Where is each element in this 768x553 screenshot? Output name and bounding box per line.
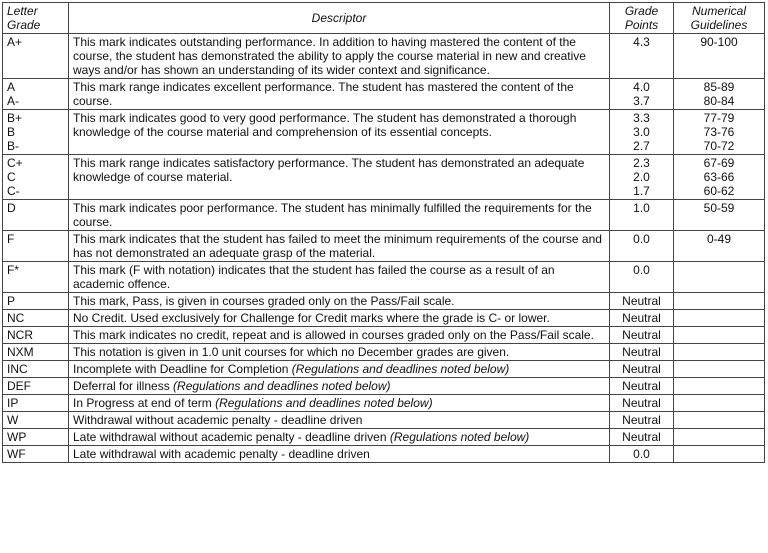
numerical-guidelines-cell <box>674 79 765 110</box>
grade-points-cell-value: 0.0 <box>633 263 650 277</box>
table-row <box>3 34 765 79</box>
grade-points-cell-value: Neutral <box>622 294 661 308</box>
letter-grade-cell <box>3 79 69 110</box>
letter-grade-cell-value: C+ <box>7 156 23 170</box>
grade-points-cell <box>610 262 674 293</box>
numerical-guidelines-cell-value: 70-72 <box>703 139 735 153</box>
numerical-guidelines-cell <box>674 200 765 231</box>
grade-points-cell-value: 3.3 <box>633 111 650 125</box>
letter-grade-cell <box>3 429 69 446</box>
table-row <box>3 200 765 231</box>
grade-points-cell-value: Neutral <box>622 379 661 393</box>
grade-points-cell-value: 2.7 <box>633 139 650 153</box>
header-descriptor: Descriptor <box>69 3 610 34</box>
table-body <box>3 34 765 463</box>
descriptor-text: This mark indicates outstanding performance. In addition to having mastered the content of the course, the student has demonstrated the ability to apply the course material in new and creative ways and/or has shown an understanding of its wider context and significance. <box>73 35 586 77</box>
numerical-guidelines-cell-value: 85-89 <box>703 80 735 94</box>
letter-grade-cell <box>3 412 69 429</box>
numerical-guidelines-cell <box>674 327 765 344</box>
numerical-guidelines-cell <box>674 34 765 79</box>
letter-grade-cell-value: P <box>7 294 16 308</box>
descriptor-cell <box>69 378 610 395</box>
numerical-guidelines-cell <box>674 429 765 446</box>
descriptor-cell <box>69 446 610 463</box>
descriptor-note: (Regulations and deadlines noted below) <box>291 362 510 376</box>
grade-points-cell-value: 4.0 <box>633 80 650 94</box>
letter-grade-cell <box>3 327 69 344</box>
descriptor-text: Late withdrawal without academic penalty - deadline driven <box>73 430 390 444</box>
table-row <box>3 231 765 262</box>
numerical-guidelines-cell-value: 80-84 <box>703 94 735 108</box>
table-row <box>3 327 765 344</box>
grade-points-cell-value: Neutral <box>622 345 661 359</box>
descriptor-text: This notation is given in 1.0 unit courses for which no December grades are given. <box>73 345 510 359</box>
table-row <box>3 79 765 110</box>
letter-grade-cell-value: F* <box>7 263 19 277</box>
grade-points-cell <box>610 310 674 327</box>
grade-points-cell-value: Neutral <box>622 311 661 325</box>
descriptor-cell <box>69 200 610 231</box>
letter-grade-cell-value: INC <box>7 362 28 376</box>
letter-grade-cell <box>3 310 69 327</box>
grade-points-cell-value: 1.7 <box>633 184 650 198</box>
letter-grade-cell-value: WF <box>7 447 26 461</box>
numerical-guidelines-cell <box>674 262 765 293</box>
grade-points-cell-value: 0.0 <box>633 232 650 246</box>
descriptor-text: Withdrawal without academic penalty - deadline driven <box>73 413 363 427</box>
grade-points-cell-value: Neutral <box>622 328 661 342</box>
table-row <box>3 155 765 200</box>
table-row <box>3 293 765 310</box>
letter-grade-cell-value: DEF <box>7 379 31 393</box>
numerical-guidelines-cell-value: 60-62 <box>703 184 735 198</box>
grade-points-cell <box>610 293 674 310</box>
numerical-guidelines-cell <box>674 395 765 412</box>
grade-points-cell-value: 4.3 <box>633 35 650 49</box>
numerical-guidelines-cell <box>674 378 765 395</box>
grade-points-cell <box>610 344 674 361</box>
numerical-guidelines-cell <box>674 361 765 378</box>
table-row <box>3 412 765 429</box>
descriptor-text: This mark range indicates satisfactory performance. The student has demonstrated an adequate knowledge of course material. <box>73 156 585 184</box>
letter-grade-cell-value: A <box>7 80 16 94</box>
grade-points-cell <box>610 412 674 429</box>
letter-grade-cell <box>3 395 69 412</box>
letter-grade-cell-value: B <box>7 125 16 139</box>
letter-grade-cell-value: A- <box>7 94 19 108</box>
numerical-guidelines-cell-value: 67-69 <box>703 156 735 170</box>
letter-grade-cell <box>3 155 69 200</box>
letter-grade-cell-value: NCR <box>7 328 33 342</box>
grade-points-cell-value: 2.3 <box>633 156 650 170</box>
numerical-guidelines-cell-value: 0-49 <box>706 232 732 246</box>
grade-points-cell <box>610 378 674 395</box>
grade-points-cell <box>610 395 674 412</box>
grading-scale-table <box>2 2 765 463</box>
numerical-guidelines-cell-value: 50-59 <box>703 201 735 215</box>
descriptor-cell <box>69 395 610 412</box>
table-row <box>3 446 765 463</box>
grade-points-cell <box>610 361 674 378</box>
descriptor-cell <box>69 429 610 446</box>
grade-points-cell-value: Neutral <box>622 430 661 444</box>
letter-grade-cell <box>3 231 69 262</box>
letter-grade-cell-value: C <box>7 170 16 184</box>
descriptor-cell <box>69 310 610 327</box>
descriptor-cell <box>69 79 610 110</box>
descriptor-text: This mark (F with notation) indicates that the student has failed the course as a result of an academic offence. <box>73 263 555 291</box>
grade-points-cell <box>610 231 674 262</box>
descriptor-note: (Regulations noted below) <box>389 430 530 444</box>
header-row <box>3 3 765 34</box>
grade-points-cell-value: 2.0 <box>633 170 650 184</box>
table-row <box>3 361 765 378</box>
grade-points-cell <box>610 110 674 155</box>
descriptor-cell <box>69 110 610 155</box>
descriptor-cell <box>69 412 610 429</box>
descriptor-text: This mark indicates no credit, repeat and is allowed in courses graded only on the Pass/Fail scale. <box>73 328 594 342</box>
numerical-guidelines-cell-value: 90-100 <box>700 35 738 49</box>
grade-points-cell <box>610 34 674 79</box>
descriptor-cell <box>69 262 610 293</box>
numerical-guidelines-cell <box>674 446 765 463</box>
letter-grade-cell <box>3 344 69 361</box>
letter-grade-cell <box>3 361 69 378</box>
grade-points-cell <box>610 200 674 231</box>
table-row <box>3 262 765 293</box>
table-row <box>3 378 765 395</box>
letter-grade-cell <box>3 262 69 293</box>
numerical-guidelines-cell-value: 63-66 <box>703 170 735 184</box>
descriptor-text: Late withdrawal with academic penalty - deadline driven <box>73 447 370 461</box>
numerical-guidelines-cell-value: 77-79 <box>703 111 735 125</box>
numerical-guidelines-cell <box>674 310 765 327</box>
letter-grade-cell-value: NXM <box>7 345 34 359</box>
letter-grade-cell-value: B- <box>7 139 19 153</box>
descriptor-text: This mark, Pass, is given in courses graded only on the Pass/Fail scale. <box>73 294 455 308</box>
numerical-guidelines-cell <box>674 155 765 200</box>
letter-grade-cell <box>3 446 69 463</box>
table-row <box>3 310 765 327</box>
descriptor-text: This mark range indicates excellent performance. The student has mastered the content of the course. <box>73 80 574 108</box>
letter-grade-cell-value: WP <box>7 430 27 444</box>
descriptor-cell <box>69 34 610 79</box>
grade-points-cell-value: Neutral <box>622 396 661 410</box>
grade-points-cell-value: Neutral <box>622 362 661 376</box>
descriptor-text: This mark indicates poor performance. The student has minimally fulfilled the requirements for the course. <box>73 201 592 229</box>
letter-grade-cell-value: A+ <box>7 35 23 49</box>
descriptor-note: (Regulations and deadlines noted below) <box>215 396 433 410</box>
letter-grade-cell <box>3 200 69 231</box>
descriptor-cell <box>69 344 610 361</box>
grade-points-cell-value: 3.0 <box>633 125 650 139</box>
table-header <box>3 3 765 34</box>
grade-points-cell <box>610 327 674 344</box>
descriptor-text: Deferral for illness <box>73 379 174 393</box>
letter-grade-cell-value: W <box>7 413 19 427</box>
numerical-guidelines-cell <box>674 293 765 310</box>
descriptor-text: This mark indicates that the student has failed to meet the minimum requirements of the course and has not demonstrated an adequate grasp of the material. <box>73 232 602 260</box>
letter-grade-cell-value: C- <box>7 184 20 198</box>
descriptor-cell <box>69 327 610 344</box>
grade-points-cell-value: 1.0 <box>633 201 650 215</box>
numerical-guidelines-cell <box>674 110 765 155</box>
numerical-guidelines-cell <box>674 412 765 429</box>
descriptor-note: (Regulations and deadlines noted below) <box>173 379 391 393</box>
descriptor-cell <box>69 361 610 378</box>
letter-grade-cell-value: D <box>7 201 16 215</box>
descriptor-cell <box>69 231 610 262</box>
descriptor-text: In Progress at end of term <box>73 396 216 410</box>
grade-points-cell-value: Neutral <box>622 413 661 427</box>
grade-points-cell <box>610 79 674 110</box>
grade-points-cell-value: 3.7 <box>633 94 650 108</box>
table-row <box>3 395 765 412</box>
table-row <box>3 429 765 446</box>
numerical-guidelines-cell <box>674 231 765 262</box>
letter-grade-cell-value: F <box>7 232 15 246</box>
letter-grade-cell <box>3 34 69 79</box>
letter-grade-cell <box>3 378 69 395</box>
grade-points-cell-value: 0.0 <box>633 447 650 461</box>
descriptor-text: Incomplete with Deadline for Completion <box>73 362 292 376</box>
header-grade-points: Grade Points <box>610 3 674 34</box>
numerical-guidelines-cell-value: 73-76 <box>703 125 735 139</box>
descriptor-cell <box>69 155 610 200</box>
table-row <box>3 344 765 361</box>
header-letter-grade: Letter Grade <box>3 3 69 34</box>
letter-grade-cell <box>3 293 69 310</box>
numerical-guidelines-cell <box>674 344 765 361</box>
table-row <box>3 110 765 155</box>
descriptor-text: This mark indicates good to very good performance. The student has demonstrated a thorough knowledge of the course material and comprehension of its essential concepts. <box>73 111 577 139</box>
letter-grade-cell-value: NC <box>7 311 25 325</box>
letter-grade-cell-value: B+ <box>7 111 23 125</box>
letter-grade-cell <box>3 110 69 155</box>
grade-points-cell <box>610 446 674 463</box>
grade-points-cell <box>610 155 674 200</box>
header-numerical-guidelines: Numerical Guidelines <box>674 3 765 34</box>
letter-grade-cell-value: IP <box>7 396 19 410</box>
grade-points-cell <box>610 429 674 446</box>
descriptor-cell <box>69 293 610 310</box>
descriptor-text: No Credit. Used exclusively for Challenge for Credit marks where the grade is C- or lower. <box>73 311 550 325</box>
